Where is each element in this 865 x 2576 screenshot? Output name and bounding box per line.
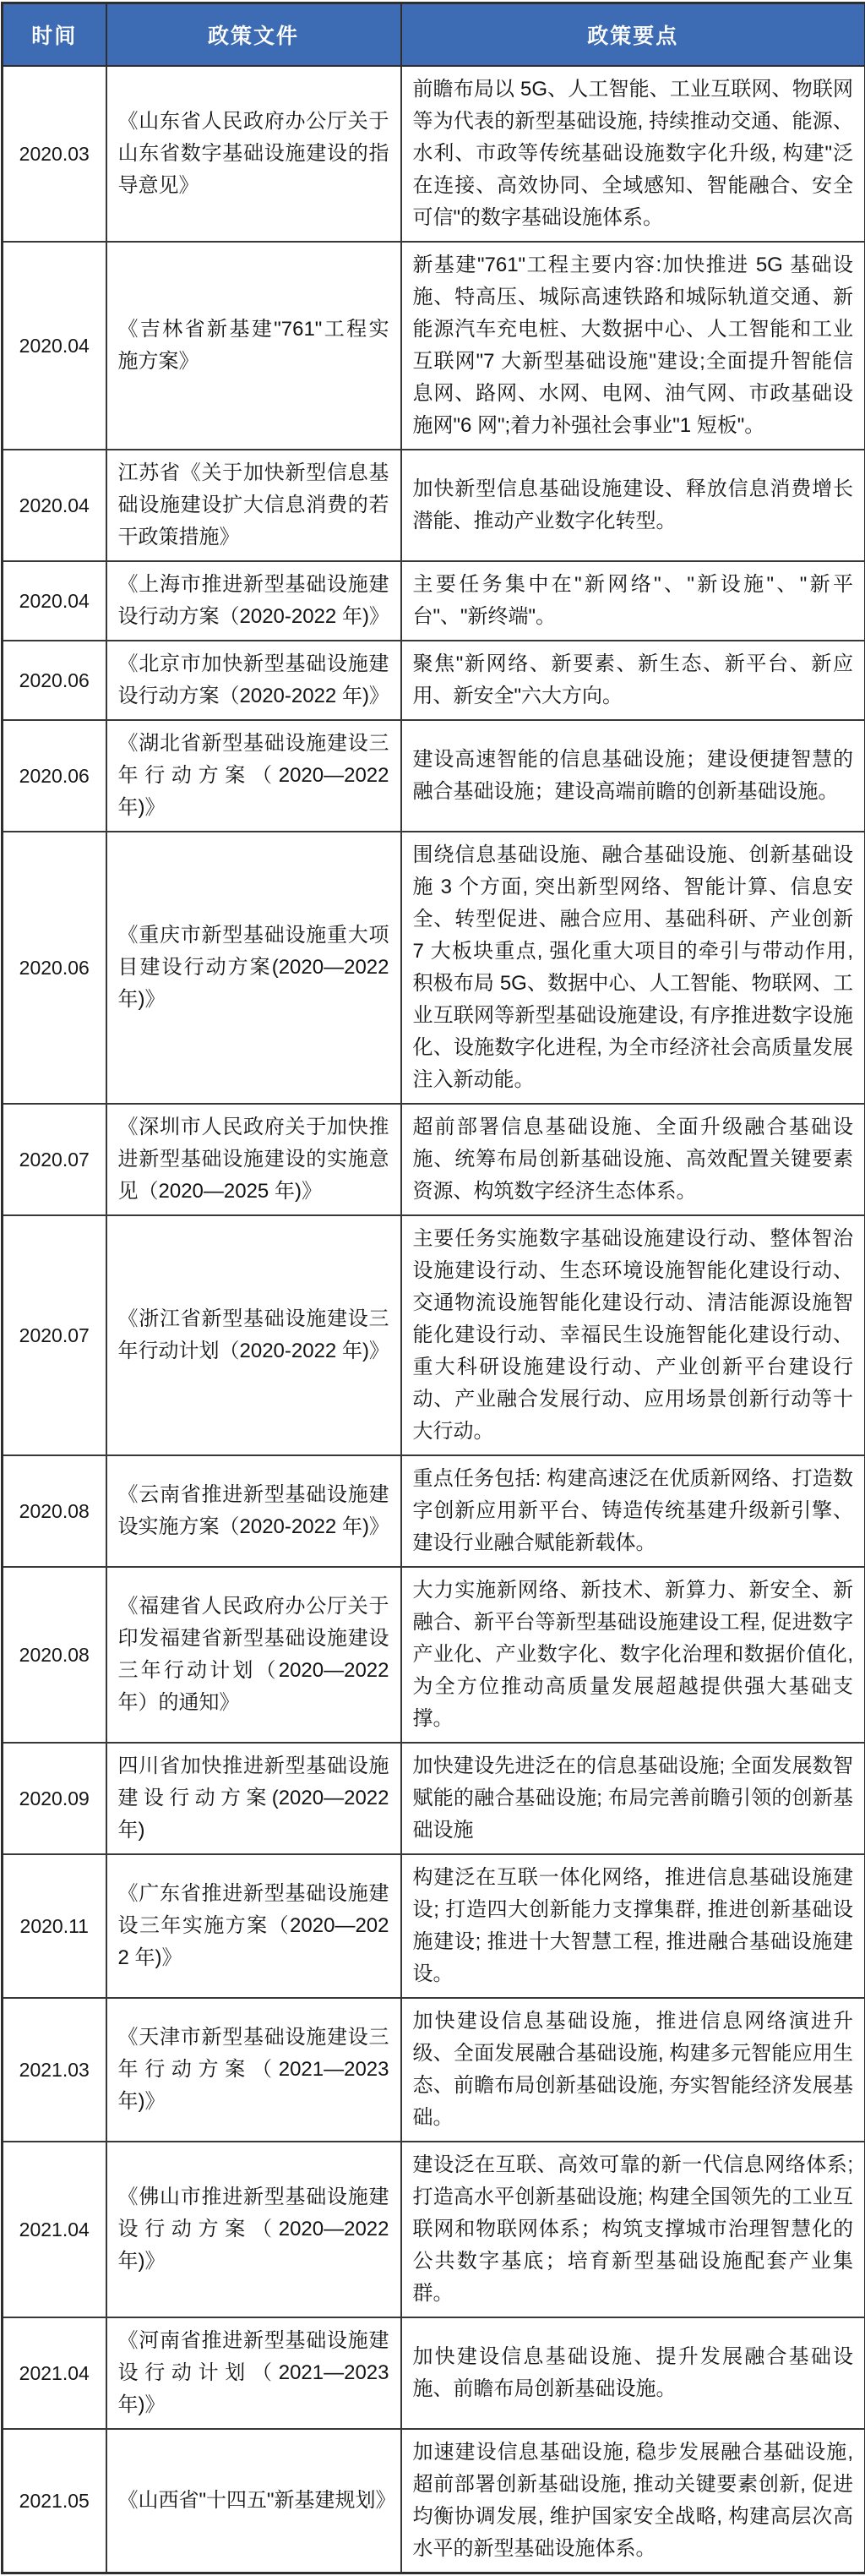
time-cell: 2020.07 (3, 1104, 106, 1215)
points-cell: 大力实施新网络、新技术、新算力、新安全、新融合、新平台等新型基础设施建设工程, 促进数字产业化、产业数字化、数字化治理和数据价值化, 为全方位推动高质量发展超越提供强大基础支撑。 (401, 1567, 865, 1743)
table-row (3, 1567, 865, 1743)
time-cell: 2021.05 (3, 2429, 106, 2573)
doc-cell: 《云南省推进新型基础设施建设实施方案（2020-2022 年)》 (106, 1455, 401, 1567)
policy-table (1, 2, 865, 2574)
points-cell: 加快新型信息基础设施建设、释放信息消费增长潜能、推动产业数字化转型。 (401, 450, 865, 561)
header-cell-doc: 政策文件 (106, 3, 401, 67)
time-cell: 2020.08 (3, 1455, 106, 1567)
time-cell: 2020.06 (3, 832, 106, 1104)
time-cell: 2021.04 (3, 2142, 106, 2317)
points-cell: 主要任务实施数字基础设施建设行动、整体智治设施建设行动、生态环境设施智能化建设行动、交通物流设施智能化建设行动、清洁能源设施智能化建设行动、幸福民生设施智能化建设行动、重大科研设施建设行动、产业创新平台建设行动、产业融合发展行动、应用场景创新行动等十大行动。 (401, 1215, 865, 1455)
header-cell-time: 时间 (3, 3, 106, 67)
table-row (3, 720, 865, 832)
table-row (3, 1854, 865, 1998)
table-row (3, 66, 865, 242)
time-cell: 2020.06 (3, 641, 106, 720)
table-row (3, 1743, 865, 1854)
time-cell: 2020.04 (3, 242, 106, 450)
policy-table-body (3, 66, 865, 2573)
doc-cell: 《天津市新型基础设施建设三年行动方案（2021—2023 年)》 (106, 1998, 401, 2142)
table-row (3, 561, 865, 641)
doc-cell: 《山东省人民政府办公厅关于山东省数字基础设施建设的指导意见》 (106, 66, 401, 242)
doc-cell: 《北京市加快新型基础设施建设行动方案（2020-2022 年)》 (106, 641, 401, 720)
doc-cell: 《浙江省新型基础设施建设三年行动计划（2020-2022 年)》 (106, 1215, 401, 1455)
table-row (3, 450, 865, 561)
doc-cell: 江苏省《关于加快新型信息基础设施建设扩大信息消费的若干政策措施》 (106, 450, 401, 561)
time-cell: 2020.03 (3, 66, 106, 242)
table-row (3, 242, 865, 450)
points-cell: 围绕信息基础设施、融合基础设施、创新基础设施 3 个方面, 突出新型网络、智能计算、信息安全、转型促进、融合应用、基础科研、产业创新 7 大板块重点, 强化重大项目的牵引与带动作用, 积极布局 5G、数据中心、人工智能、物联网、工业互联网等新型基础设施建设, 有序推进数字设施化、设施数字化进程, 为全市经济社会高质量发展注入新动能。 (401, 832, 865, 1104)
header-row (3, 3, 865, 67)
points-cell: 加快建设先进泛在的信息基础设施; 全面发展数智赋能的融合基础设施; 布局完善前瞻引领的创新基础设施 (401, 1743, 865, 1854)
doc-cell: 《山西省"十四五"新基建规划》 (106, 2429, 401, 2573)
points-cell: 前瞻布局以 5G、人工智能、工业互联网、物联网等为代表的新型基础设施, 持续推动交通、能源、水利、市政等传统基础设施数字化升级, 构建"泛在连接、高效协同、全域感知、智能融合、安全可信"的数字基础设施体系。 (401, 66, 865, 242)
time-cell: 2020.04 (3, 450, 106, 561)
table-row (3, 2142, 865, 2317)
points-cell: 加快建设信息基础设施，推进信息网络演进升级、全面发展融合基础设施, 构建多元智能应用生态、前瞻布局创新基础设施, 夯实智能经济发展基础。 (401, 1998, 865, 2142)
time-cell: 2020.06 (3, 720, 106, 832)
points-cell: 新基建"761"工程主要内容:加快推进 5G 基础设施、特高压、城际高速铁路和城际轨道交通、新能源汽车充电桩、大数据中心、人工智能和工业互联网"7 大新型基础设施"建设;全面提升智能信息网、路网、水网、电网、油气网、市政基础设施网"6 网";着力补强社会事业"1 短板"。 (401, 242, 865, 450)
points-cell: 构建泛在互联一体化网络，推进信息基础设施建设; 打造四大创新能力支撑集群, 推进创新基础设施建设; 推进十大智慧工程, 推进融合基础设施建设。 (401, 1854, 865, 1998)
doc-cell: 《上海市推进新型基础设施建设行动方案（2020-2022 年)》 (106, 561, 401, 641)
time-cell: 2020.08 (3, 1567, 106, 1743)
points-cell: 超前部署信息基础设施、全面升级融合基础设施、统筹布局创新基础设施、高效配置关键要素资源、构筑数字经济生态体系。 (401, 1104, 865, 1215)
time-cell: 2020.04 (3, 561, 106, 641)
points-cell: 聚焦"新网络、新要素、新生态、新平台、新应用、新安全"六大方向。 (401, 641, 865, 720)
doc-cell: 《佛山市推进新型基础设施建设行动方案（2020—2022 年)》 (106, 2142, 401, 2317)
time-cell: 2021.04 (3, 2317, 106, 2429)
table-row (3, 832, 865, 1104)
table-row (3, 2429, 865, 2573)
time-cell: 2021.03 (3, 1998, 106, 2142)
table-row (3, 2317, 865, 2429)
points-cell: 加快建设信息基础设施、提升发展融合基础设施、前瞻布局创新基础设施。 (401, 2317, 865, 2429)
points-cell: 建设高速智能的信息基础设施；建设便捷智慧的融合基础设施；建设高端前瞻的创新基础设施。 (401, 720, 865, 832)
doc-cell: 《深圳市人民政府关于加快推进新型基础设施建设的实施意见（2020—2025 年)》 (106, 1104, 401, 1215)
points-cell: 建设泛在互联、高效可靠的新一代信息网络体系; 打造高水平创新基础设施; 构建全国领先的工业互联网和物联网体系；构筑支撑城市治理智慧化的公共数字基底；培育新型基础设施配套产业集群。 (401, 2142, 865, 2317)
doc-cell: 《吉林省新基建"761"工程实施方案》 (106, 242, 401, 450)
time-cell: 2020.09 (3, 1743, 106, 1854)
doc-cell: 《福建省人民政府办公厅关于印发福建省新型基础设施建设三年行动计划（2020—2022 年）的通知》 (106, 1567, 401, 1743)
doc-cell: 《河南省推进新型基础设施建设行动计划（2021—2023 年)》 (106, 2317, 401, 2429)
table-row (3, 1455, 865, 1567)
header-cell-points: 政策要点 (401, 3, 865, 67)
table-row (3, 1104, 865, 1215)
points-cell: 主要任务集中在"新网络"、"新设施"、"新平台"、"新终端"。 (401, 561, 865, 641)
time-cell: 2020.07 (3, 1215, 106, 1455)
points-cell: 重点任务包括: 构建高速泛在优质新网络、打造数字创新应用新平台、铸造传统基建升级新引擎、建设行业融合赋能新载体。 (401, 1455, 865, 1567)
table-row (3, 1998, 865, 2142)
doc-cell: 《湖北省新型基础设施建设三年行动方案（2020—2022 年)》 (106, 720, 401, 832)
doc-cell: 四川省加快推进新型基础设施建设行动方案(2020—2022 年) (106, 1743, 401, 1854)
time-cell: 2020.11 (3, 1854, 106, 1998)
doc-cell: 《广东省推进新型基础设施建设三年实施方案（2020—2022 年)》 (106, 1854, 401, 1998)
table-row (3, 641, 865, 720)
points-cell: 加速建设信息基础设施, 稳步发展融合基础设施, 超前部署创新基础设施, 推动关键要素创新, 促进均衡协调发展, 维护国家安全战略, 构建高层次高水平的新型基础设施体系。 (401, 2429, 865, 2573)
table-row (3, 1215, 865, 1455)
doc-cell: 《重庆市新型基础设施重大项目建设行动方案(2020—2022 年)》 (106, 832, 401, 1104)
policy-table-header (3, 3, 865, 67)
